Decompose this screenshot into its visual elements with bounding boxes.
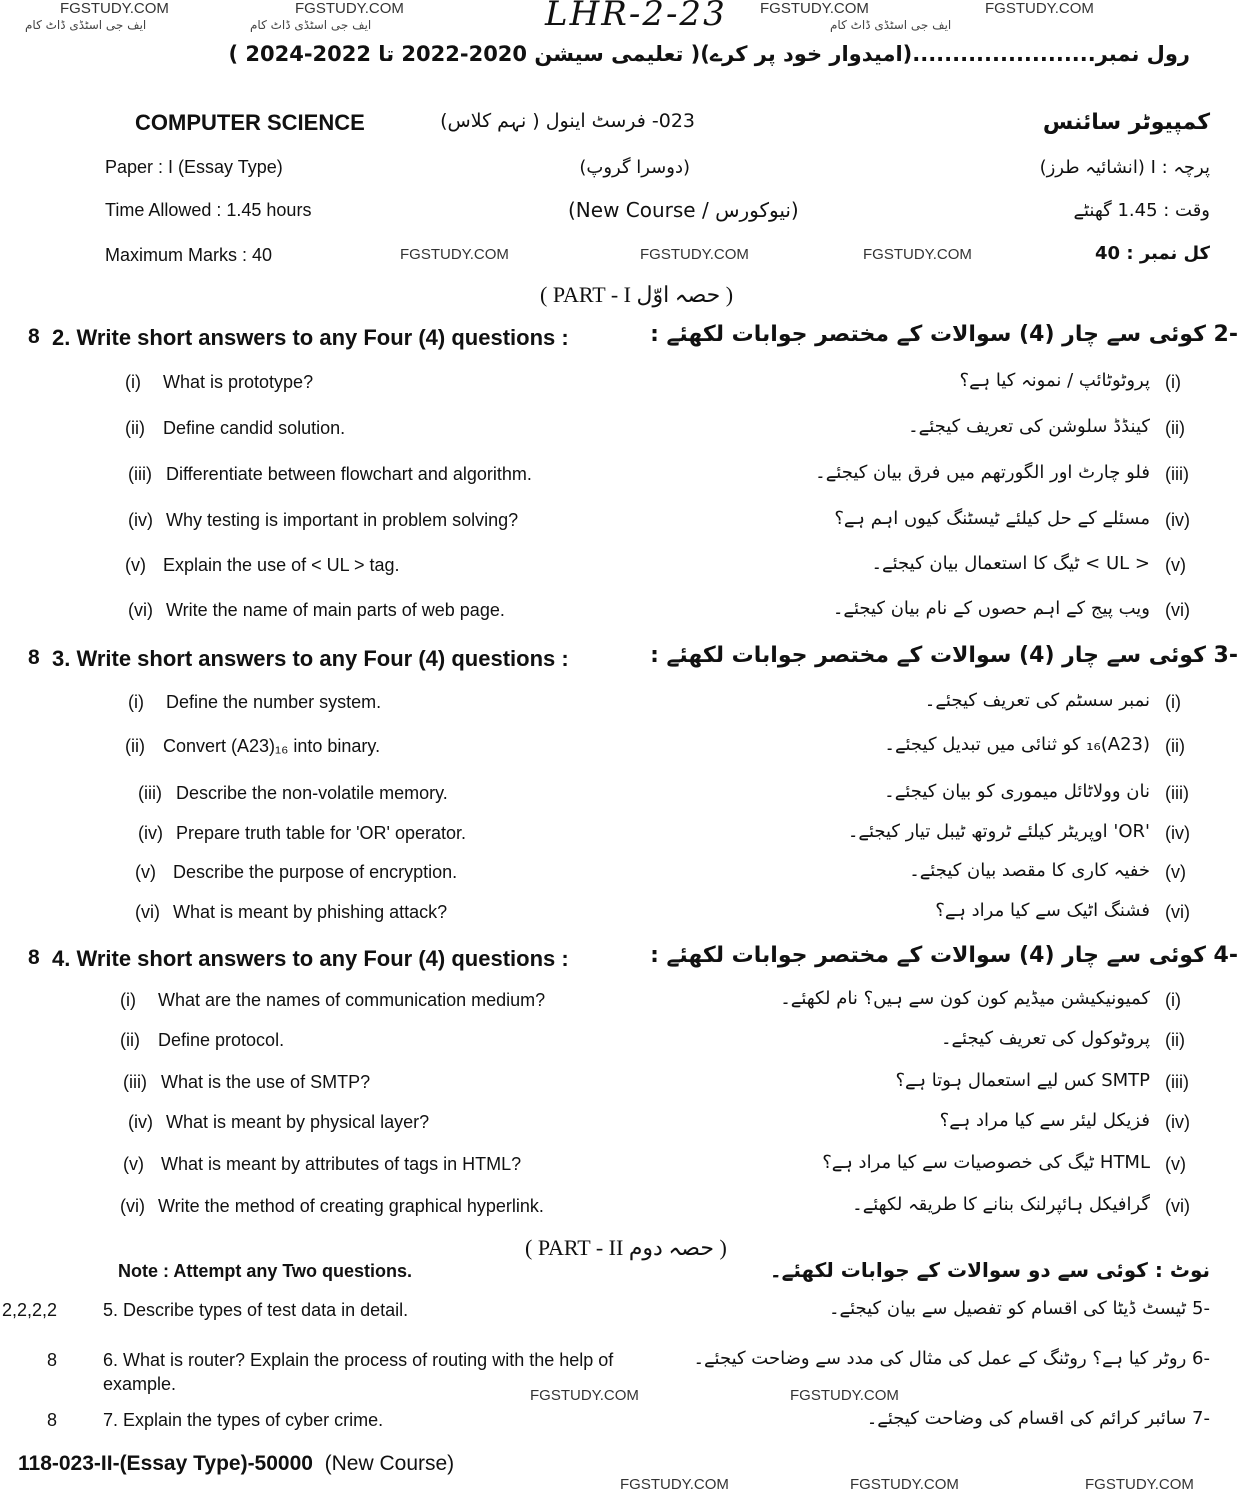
time-allowed: Time Allowed : 1.45 hours	[105, 200, 312, 220]
question-number-urdu: (ii)	[1165, 418, 1185, 438]
question-urdu: SMTP کس لیے استعمال ہوتا ہے؟	[895, 1070, 1150, 1091]
question-number: (vi)	[120, 1196, 145, 1216]
section-title-english: 2. Write short answers to any Four (4) questions :	[52, 325, 569, 350]
question-7-urdu: -7 سائبر کرائم کی اقسام کی وضاحت کیجئے۔	[866, 1408, 1210, 1429]
question-5-english: 5. Describe types of test data in detail.	[103, 1300, 409, 1320]
question-number-urdu: (i)	[1165, 372, 1181, 392]
question-urdu: خفیہ کاری کا مقصد بیان کیجئے۔	[909, 860, 1150, 881]
watermark: FGSTUDY.COM	[760, 0, 869, 17]
section-title-english: 3. Write short answers to any Four (4) questions :	[52, 646, 569, 671]
question-urdu: فلو چارٹ اور الگورتھم میں فرق بیان کیجئے۔	[815, 462, 1150, 483]
question-english: Prepare truth table for 'OR' operator.	[176, 823, 467, 843]
question-number-urdu: (iv)	[1165, 510, 1190, 530]
watermark: FGSTUDY.COM	[1085, 1476, 1194, 1493]
question-number-urdu: (v)	[1165, 1154, 1186, 1174]
question-number-urdu: (iii)	[1165, 464, 1189, 484]
paper-urdu: پرچہ : I (انشائیہ طرز)	[1039, 157, 1210, 178]
question-english: What are the names of communication medium?	[158, 990, 546, 1010]
question-number: (iv)	[128, 1112, 153, 1132]
course-label: (New Course / نیوکورس)	[568, 198, 799, 222]
watermark: FGSTUDY.COM	[985, 0, 1094, 17]
question-7-english: 7. Explain the types of cyber crime.	[103, 1410, 384, 1430]
question-urdu: کینڈڈ سلوشن کی تعریف کیجئے۔	[908, 416, 1150, 437]
question-english: Define protocol.	[158, 1030, 285, 1050]
question-number: (iv)	[138, 823, 163, 843]
question-number: (ii)	[125, 736, 145, 756]
watermark: FGSTUDY.COM	[400, 246, 509, 263]
question-number-urdu: (ii)	[1165, 736, 1185, 756]
question-number-urdu: (ii)	[1165, 1030, 1185, 1050]
watermark-urdu: ایف جی اسٹڈی ڈاٹ کام	[250, 18, 372, 32]
question-urdu: پروٹوٹائپ / نمونہ کیا ہے؟	[959, 370, 1150, 391]
question-number: (vi)	[128, 600, 153, 620]
paper-code: 118-023-II-(Essay Type)-50000	[18, 1452, 313, 1475]
section-title-urdu: -4 کوئی سے چار (4) سوالات کے مختصر جوابات لکھئے :	[650, 943, 1238, 968]
watermark: FGSTUDY.COM	[863, 246, 972, 263]
question-urdu: فشنگ اٹیک سے کیا مراد ہے؟	[935, 900, 1150, 921]
question-number-urdu: (i)	[1165, 990, 1181, 1010]
question-urdu: ویب پیج کے اہم حصوں کے نام بیان کیجئے۔	[832, 598, 1150, 619]
watermark: FGSTUDY.COM	[620, 1476, 729, 1493]
group-urdu: (دوسرا گروپ)	[579, 157, 690, 178]
question-number: (ii)	[120, 1030, 140, 1050]
question-number-urdu: (iv)	[1165, 1112, 1190, 1132]
question-number: (iii)	[123, 1072, 147, 1092]
question-marks: 8	[47, 1410, 58, 1430]
question-number: (ii)	[125, 418, 145, 438]
question-number: (v)	[125, 555, 146, 575]
question-number-urdu: (iii)	[1165, 1072, 1189, 1092]
question-marks: 8	[47, 1350, 58, 1370]
question-number-urdu: (iii)	[1165, 783, 1189, 803]
question-number: (v)	[135, 862, 156, 882]
question-english: What is meant by physical layer?	[166, 1112, 430, 1132]
watermark: FGSTUDY.COM	[295, 0, 404, 17]
section-marks: 8	[28, 646, 40, 669]
question-urdu: < UL > ٹیگ کا استعمال بیان کیجئے۔	[871, 553, 1150, 574]
roll-number-line: رول نمبر.......................(امیدوار خود پر کرے)( تعلیمی سیشن 2020-2022 تا 2022-2024 )	[228, 42, 1190, 66]
question-english: What is prototype?	[163, 372, 314, 392]
question-marks: 2,2,2,2	[2, 1300, 58, 1320]
watermark-urdu: ایف جی اسٹڈی ڈاٹ کام	[25, 18, 147, 32]
question-number: (vi)	[135, 902, 160, 922]
question-urdu: کمیونیکیشن میڈیم کون کون سے ہیں؟ نام لکھئے۔	[780, 988, 1150, 1009]
question-urdu: 'OR' اوپریٹر کیلئے ٹروتھ ٹیبل تیار کیجئے۔	[847, 821, 1150, 842]
question-english: Write the method of creating graphical hyperlink.	[158, 1196, 544, 1216]
question-english: What is meant by attributes of tags in HTML?	[161, 1154, 522, 1174]
question-urdu: (A23)₁₆ کو ثنائی میں تبدیل کیجئے۔	[884, 734, 1150, 755]
note-english: Note : Attempt any Two questions.	[118, 1261, 413, 1281]
section-marks: 8	[28, 325, 40, 348]
time-urdu: وقت : 1.45 گھنٹے	[1073, 200, 1210, 221]
question-urdu: پروٹوکول کی تعریف کیجئے۔	[940, 1028, 1150, 1049]
question-number-urdu: (vi)	[1165, 902, 1190, 922]
paper-english: Paper : I (Essay Type)	[105, 157, 283, 177]
question-english: Define the number system.	[166, 692, 382, 712]
question-6-english: 6. What is router? Explain the process of routing with the help of example.	[103, 1350, 614, 1394]
question-number-urdu: (v)	[1165, 555, 1186, 575]
footer-course: (New Course)	[324, 1452, 455, 1475]
subject-urdu: کمپیوٹر سائنس	[1042, 110, 1210, 135]
paper-code-footer	[18, 1452, 454, 1476]
question-number-urdu: (v)	[1165, 862, 1186, 882]
question-number: (iii)	[128, 464, 152, 484]
question-english: What is the use of SMTP?	[161, 1072, 371, 1092]
question-urdu: گرافیکل ہائپرلنک بنانے کا طریقہ لکھئے۔	[852, 1194, 1150, 1215]
question-english: What is meant by phishing attack?	[173, 902, 448, 922]
question-english: Write the name of main parts of web page.	[166, 600, 505, 620]
subject-english: COMPUTER SCIENCE	[135, 110, 365, 135]
question-6-urdu: -6 روٹر کیا ہے؟ روٹنگ کے عمل کی مثال کی مدد سے وضاحت کیجئے۔	[693, 1348, 1210, 1369]
part-one-label: ( PART - I حصہ اوّل )	[540, 282, 734, 307]
question-urdu: HTML ٹیگ کی خصوصیات سے کیا مراد ہے؟	[822, 1152, 1150, 1173]
part-two-label: ( PART - II حصہ دوم )	[525, 1235, 727, 1260]
question-number: (iii)	[138, 783, 162, 803]
watermark: FGSTUDY.COM	[790, 1387, 899, 1404]
question-urdu: نان وولاٹائل میموری کو بیان کیجئے۔	[884, 781, 1150, 802]
note-urdu: نوٹ : کوئی سے دو سوالات کے جوابات لکھئے۔	[769, 1258, 1210, 1282]
question-number-urdu: (vi)	[1165, 600, 1190, 620]
section-title-english: 4. Write short answers to any Four (4) questions :	[52, 946, 569, 971]
question-urdu: فزیکل لیئر سے کیا مراد ہے؟	[939, 1110, 1150, 1131]
question-number: (iv)	[128, 510, 153, 530]
watermark: FGSTUDY.COM	[530, 1387, 639, 1404]
section-marks: 8	[28, 946, 40, 969]
handwritten-code: LHR-2-23	[545, 0, 727, 34]
question-number: (i)	[120, 990, 136, 1010]
watermark: FGSTUDY.COM	[60, 0, 169, 17]
question-number: (v)	[123, 1154, 144, 1174]
section-title-urdu: -2 کوئی سے چار (4) سوالات کے مختصر جوابات لکھئے :	[650, 322, 1238, 347]
watermark-urdu: ایف جی اسٹڈی ڈاٹ کام	[830, 18, 952, 32]
question-number-urdu: (i)	[1165, 692, 1181, 712]
question-english: Differentiate between flowchart and algorithm.	[166, 464, 532, 484]
question-english: Explain the use of < UL > tag.	[163, 555, 400, 575]
question-number-urdu: (iv)	[1165, 823, 1190, 843]
question-english: Describe the purpose of encryption.	[173, 862, 458, 882]
question-number: (i)	[128, 692, 144, 712]
question-urdu: مسئلے کے حل کیلئے ٹیسٹنگ کیوں اہم ہے؟	[834, 508, 1150, 529]
question-number-urdu: (vi)	[1165, 1196, 1190, 1216]
question-5-urdu: -5 ٹیسٹ ڈیٹا کی اقسام کو تفصیل سے بیان کیجئے۔	[828, 1298, 1210, 1319]
watermark: FGSTUDY.COM	[640, 246, 749, 263]
marks-urdu: کل نمبر : 40	[1095, 243, 1210, 264]
question-english: Why testing is important in problem solving?	[166, 510, 519, 530]
question-urdu: نمبر سسٹم کی تعریف کیجئے۔	[924, 690, 1150, 711]
maximum-marks: Maximum Marks : 40	[105, 245, 273, 265]
question-english: Convert (A23)₁₆ into binary.	[163, 736, 381, 756]
section-title-urdu: -3 کوئی سے چار (4) سوالات کے مختصر جوابات لکھئے :	[650, 643, 1238, 668]
class-urdu: 023- فرسٹ اینول ( نہم کلاس)	[440, 110, 695, 132]
watermark: FGSTUDY.COM	[850, 1476, 959, 1493]
question-number: (i)	[125, 372, 141, 392]
question-english: Describe the non-volatile memory.	[176, 783, 448, 803]
question-english: Define candid solution.	[163, 418, 346, 438]
